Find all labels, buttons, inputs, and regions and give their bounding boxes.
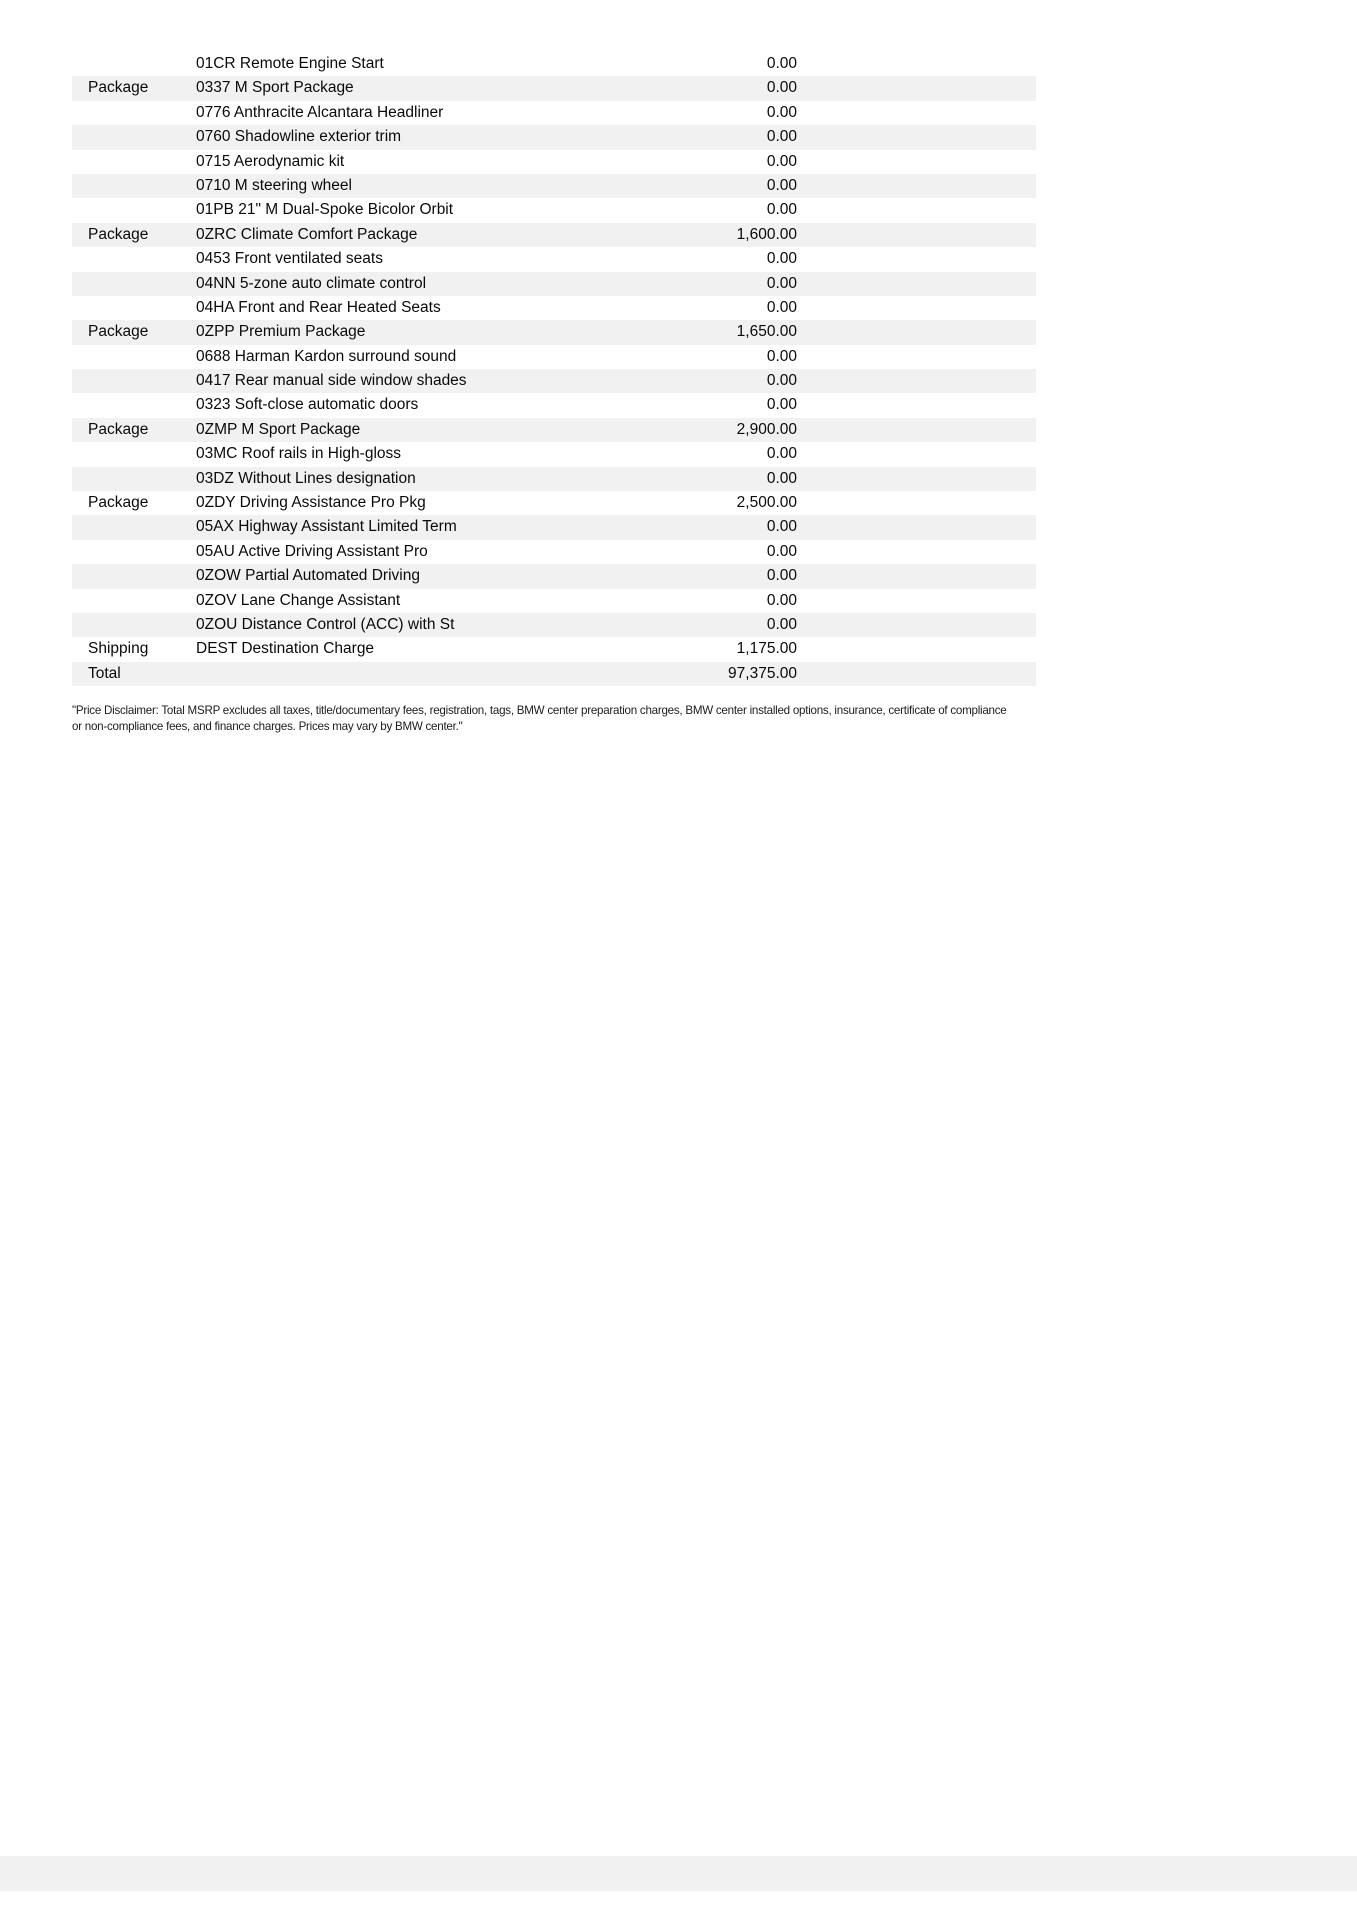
- row-item: 0ZOU Distance Control (ACC) with St: [196, 615, 455, 633]
- pricing-table: [72, 52, 1036, 686]
- row-price: 0.00: [766, 152, 797, 170]
- row-item: 04NN 5-zone auto climate control: [196, 274, 427, 292]
- row-price: 0.00: [766, 103, 797, 121]
- row-item: 04HA Front and Rear Heated Seats: [196, 298, 441, 316]
- table-row: [72, 467, 1036, 491]
- table-row: [72, 369, 1036, 393]
- table-row: [72, 272, 1036, 296]
- table-row: [72, 198, 1036, 222]
- table-row: [72, 491, 1036, 515]
- price-disclaimer: "Price Disclaimer: Total MSRP excludes all taxes, title/documentary fees, registration, tags, BMW center preparation charges, BMW center installed options, insurance, certificate of compliance or non-compliance fees, and finance charges. Prices may vary by BMW center.": [72, 704, 1007, 733]
- table-row: [72, 174, 1036, 198]
- table-row: [72, 247, 1036, 271]
- row-item: 0ZOW Partial Automated Driving: [196, 567, 420, 585]
- row-item: 01CR Remote Engine Start: [196, 55, 384, 72]
- table-row: [72, 418, 1036, 442]
- row-item: 0ZRC Climate Comfort Package: [196, 225, 418, 243]
- row-item: 05AU Active Driving Assistant Pro: [196, 542, 428, 560]
- row-category: Total: [88, 664, 121, 682]
- row-category: Package: [88, 225, 149, 243]
- table-row: [72, 613, 1036, 637]
- row-item: 0760 Shadowline exterior trim: [196, 128, 402, 146]
- row-price: 0.00: [766, 372, 797, 390]
- table-row: [72, 540, 1036, 564]
- row-item: 0323 Soft-close automatic doors: [196, 396, 419, 414]
- row-item: 01PB 21" M Dual-Spoke Bicolor Orbit: [196, 201, 454, 219]
- row-category: Package: [88, 420, 149, 438]
- table-row: [72, 515, 1036, 539]
- table-row: [72, 345, 1036, 369]
- table-row: [72, 150, 1036, 174]
- table-row: [72, 101, 1036, 125]
- row-category: Package: [88, 323, 149, 341]
- table-row: [72, 320, 1036, 344]
- row-item: 0ZMP M Sport Package: [196, 420, 361, 438]
- table-row: [72, 76, 1036, 100]
- row-item: 0ZOV Lane Change Assistant: [196, 591, 401, 609]
- row-price: 0.00: [766, 79, 797, 97]
- row-item: 03MC Roof rails in High-gloss: [196, 445, 402, 463]
- row-item: 0688 Harman Kardon surround sound: [196, 347, 457, 365]
- table-row: [72, 125, 1036, 149]
- row-price: 0.00: [766, 518, 797, 536]
- row-price: 0.00: [766, 298, 797, 316]
- row-price: 1,600.00: [736, 225, 797, 243]
- row-item: 03DZ Without Lines designation: [196, 469, 416, 487]
- row-category: Shipping: [88, 640, 149, 658]
- table-row: [72, 52, 1036, 76]
- row-price: 0.00: [766, 201, 797, 219]
- row-price: 2,900.00: [736, 420, 797, 438]
- table-row: [72, 296, 1036, 320]
- row-price: 0.00: [766, 55, 797, 72]
- table-row: [72, 442, 1036, 466]
- row-price: 0.00: [766, 274, 797, 292]
- row-price: 0.00: [766, 615, 797, 633]
- row-price: 0.00: [766, 469, 797, 487]
- row-price: 0.00: [766, 176, 797, 194]
- row-item: 0ZPP Premium Package: [196, 323, 366, 341]
- row-price: 0.00: [766, 445, 797, 463]
- row-item: 05AX Highway Assistant Limited Term: [196, 518, 457, 536]
- table-row: [72, 662, 1036, 686]
- table-row: [72, 637, 1036, 661]
- table-row: [72, 393, 1036, 417]
- row-price: 1,175.00: [736, 640, 797, 658]
- row-price: 97,375.00: [728, 664, 797, 682]
- table-row: [72, 589, 1036, 613]
- row-item: 0710 M steering wheel: [196, 176, 352, 194]
- row-price: 0.00: [766, 250, 797, 268]
- row-price: 0.00: [766, 396, 797, 414]
- row-price: 2,500.00: [736, 494, 797, 512]
- row-item: 0715 Aerodynamic kit: [196, 152, 345, 170]
- row-category: Package: [88, 79, 149, 97]
- row-item: 0ZDY Driving Assistance Pro Pkg: [196, 494, 426, 512]
- footer-bar: [0, 1856, 1357, 1891]
- row-item: 0776 Anthracite Alcantara Headliner: [196, 103, 444, 121]
- row-price: 0.00: [766, 591, 797, 609]
- table-row: [72, 564, 1036, 588]
- row-item: 0417 Rear manual side window shades: [196, 372, 467, 390]
- row-price: 0.00: [766, 347, 797, 365]
- table-row: [72, 223, 1036, 247]
- row-item: 0453 Front ventilated seats: [196, 250, 383, 268]
- row-price: 0.00: [766, 567, 797, 585]
- row-price: 1,650.00: [736, 323, 797, 341]
- row-item: DEST Destination Charge: [196, 640, 375, 658]
- row-item: 0337 M Sport Package: [196, 79, 354, 97]
- row-price: 0.00: [766, 128, 797, 146]
- row-price: 0.00: [766, 542, 797, 560]
- row-category: Package: [88, 494, 149, 512]
